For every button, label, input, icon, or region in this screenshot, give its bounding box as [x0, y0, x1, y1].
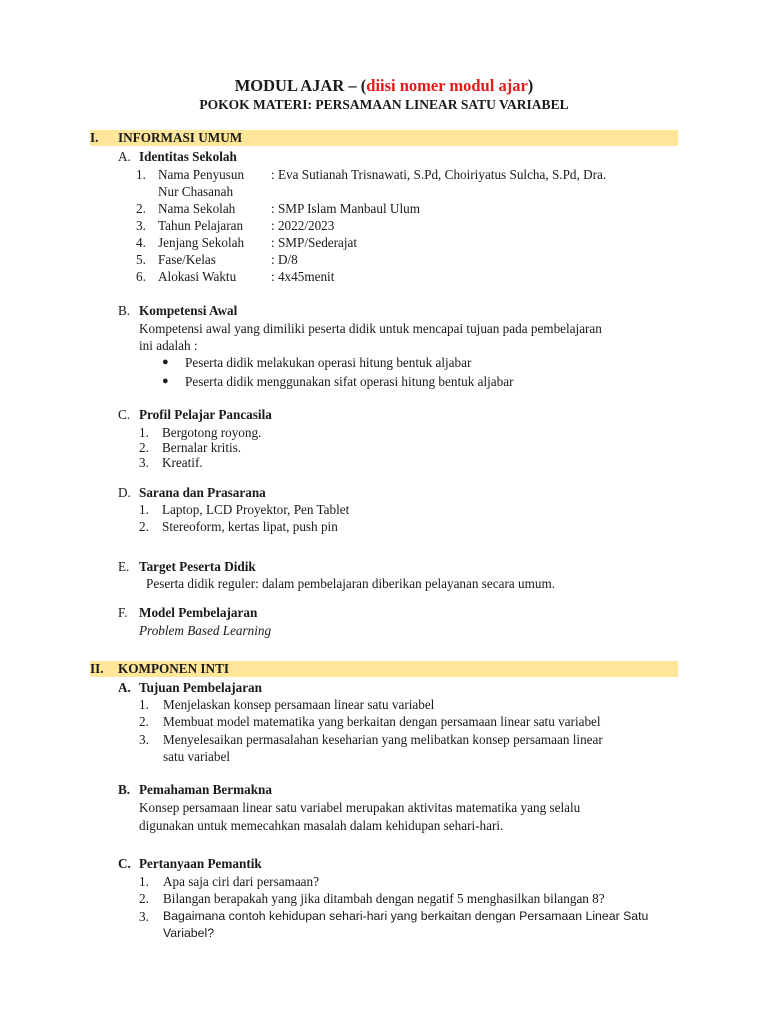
paragraph-line: digunakan untuk memecahkan masalah dalam kehidupan sehari-hari.	[139, 818, 504, 833]
list-item-continued: Variabel?	[163, 926, 215, 940]
list-item: Menyelesaikan permasalahan keseharian yang melibatkan konsep persamaan linear	[163, 732, 603, 747]
list-number: 1.	[139, 874, 149, 889]
page-title	[0, 76, 768, 96]
subsection-heading: Model Pembelajaran	[139, 605, 258, 620]
field-value: : 2022/2023	[271, 218, 335, 233]
learning-model: Problem Based Learning	[139, 623, 272, 638]
field-label: Jenjang Sekolah	[158, 235, 245, 250]
list-number: 2.	[139, 714, 149, 729]
subsection-heading: Kompetensi Awal	[139, 303, 238, 318]
page-subtitle: POKOK MATERI: PERSAMAAN LINEAR SATU VARIABEL	[199, 97, 569, 112]
list-number: 3.	[139, 909, 149, 924]
field-value: : Eva Sutianah Trisnawati, S.Pd, Choiriyatus Sulcha, S.Pd, Dra.	[271, 167, 607, 182]
subsection-letter: B.	[118, 782, 131, 797]
list-number: 3.	[136, 218, 146, 233]
subsection-letter: C.	[118, 407, 131, 422]
field-label: Fase/Kelas	[158, 252, 216, 267]
paragraph-line: Konsep persamaan linear satu variabel merupakan aktivitas matematika yang selalu	[139, 800, 581, 815]
field-value-continued: Nur Chasanah	[158, 184, 234, 199]
subsection-heading: Target Peserta Didik	[139, 559, 256, 574]
subsection-letter: A.	[118, 680, 131, 695]
section-heading: INFORMASI UMUM	[118, 130, 243, 145]
paragraph-line: Peserta didik reguler: dalam pembelajaran diberikan pelayanan secara umum.	[146, 576, 556, 591]
subsection-heading: Tujuan Pembelajaran	[139, 680, 262, 695]
field-label: Nama Sekolah	[158, 201, 236, 216]
list-item: Bernalar kritis.	[162, 440, 242, 455]
field-value: : D/8	[271, 252, 298, 267]
title-suffix: )	[527, 76, 534, 95]
subsection-letter: A.	[118, 149, 131, 164]
bullet-text: Peserta didik melakukan operasi hitung bentuk aljabar	[185, 355, 472, 370]
field-value: : SMP/Sederajat	[271, 235, 358, 250]
list-number: 5.	[136, 252, 146, 267]
list-item: Laptop, LCD Proyektor, Pen Tablet	[162, 502, 350, 517]
list-number: 6.	[136, 269, 146, 284]
section-number: II.	[90, 661, 104, 676]
field-label: Tahun Pelajaran	[158, 218, 244, 233]
list-item: Bagaimana contoh kehidupan sehari-hari yang berkaitan dengan Persamaan Linear Satu	[163, 909, 649, 923]
subsection-letter: D.	[118, 485, 131, 500]
list-item: Apa saja ciri dari persamaan?	[163, 874, 319, 889]
list-item: Kreatif.	[162, 455, 203, 470]
section-heading: KOMPONEN INTI	[118, 661, 229, 676]
bullet-text: Peserta didik menggunakan sifat operasi hitung bentuk aljabar	[185, 374, 514, 389]
field-value: : 4x45menit	[271, 269, 335, 284]
list-number: 1.	[139, 425, 149, 440]
subsection-letter: E.	[118, 559, 130, 574]
list-item: Bilangan berapakah yang jika ditambah dengan negatif 5 menghasilkan bilangan 8?	[163, 891, 605, 906]
subsection-letter: C.	[118, 856, 131, 871]
title-prefix: MODUL AJAR – (	[234, 76, 367, 95]
field-value: : SMP Islam Manbaul Ulum	[271, 201, 420, 216]
list-item: Bergotong royong.	[162, 425, 262, 440]
section-number: I.	[90, 130, 99, 145]
title-placeholder: diisi nomer modul ajar	[366, 76, 528, 95]
list-number: 2.	[136, 201, 146, 216]
bullet-icon: ●	[162, 356, 169, 368]
list-number: 1.	[139, 502, 149, 517]
subsection-heading: Sarana dan Prasarana	[139, 485, 266, 500]
list-item: Menjelaskan konsep persamaan linear satu variabel	[163, 697, 435, 712]
bullet-icon: ●	[162, 375, 169, 387]
list-number: 1.	[136, 167, 146, 182]
paragraph-line: Kompetensi awal yang dimiliki peserta didik untuk mencapai tujuan pada pembelajaran	[139, 321, 602, 336]
list-item: Stereoform, kertas lipat, push pin	[162, 519, 338, 534]
list-item: Membuat model matematika yang berkaitan dengan persamaan linear satu variabel	[163, 714, 601, 729]
paragraph-line: ini adalah :	[139, 338, 198, 353]
list-number: 3.	[139, 732, 149, 747]
field-label: Alokasi Waktu	[158, 269, 237, 284]
subsection-heading: Profil Pelajar Pancasila	[139, 407, 272, 422]
subsection-heading: Pemahaman Bermakna	[139, 782, 272, 797]
list-number: 2.	[139, 440, 149, 455]
list-number: 2.	[139, 519, 149, 534]
subsection-heading: Pertanyaan Pemantik	[139, 856, 262, 871]
field-label: Nama Penyusun	[158, 167, 245, 182]
list-number: 3.	[139, 455, 149, 470]
list-number: 4.	[136, 235, 146, 250]
list-number: 1.	[139, 697, 149, 712]
subsection-heading: Identitas Sekolah	[139, 149, 237, 164]
subsection-letter: B.	[118, 303, 131, 318]
list-item-continued: satu variabel	[163, 749, 231, 764]
list-number: 2.	[139, 891, 149, 906]
subsection-letter: F.	[118, 605, 128, 620]
